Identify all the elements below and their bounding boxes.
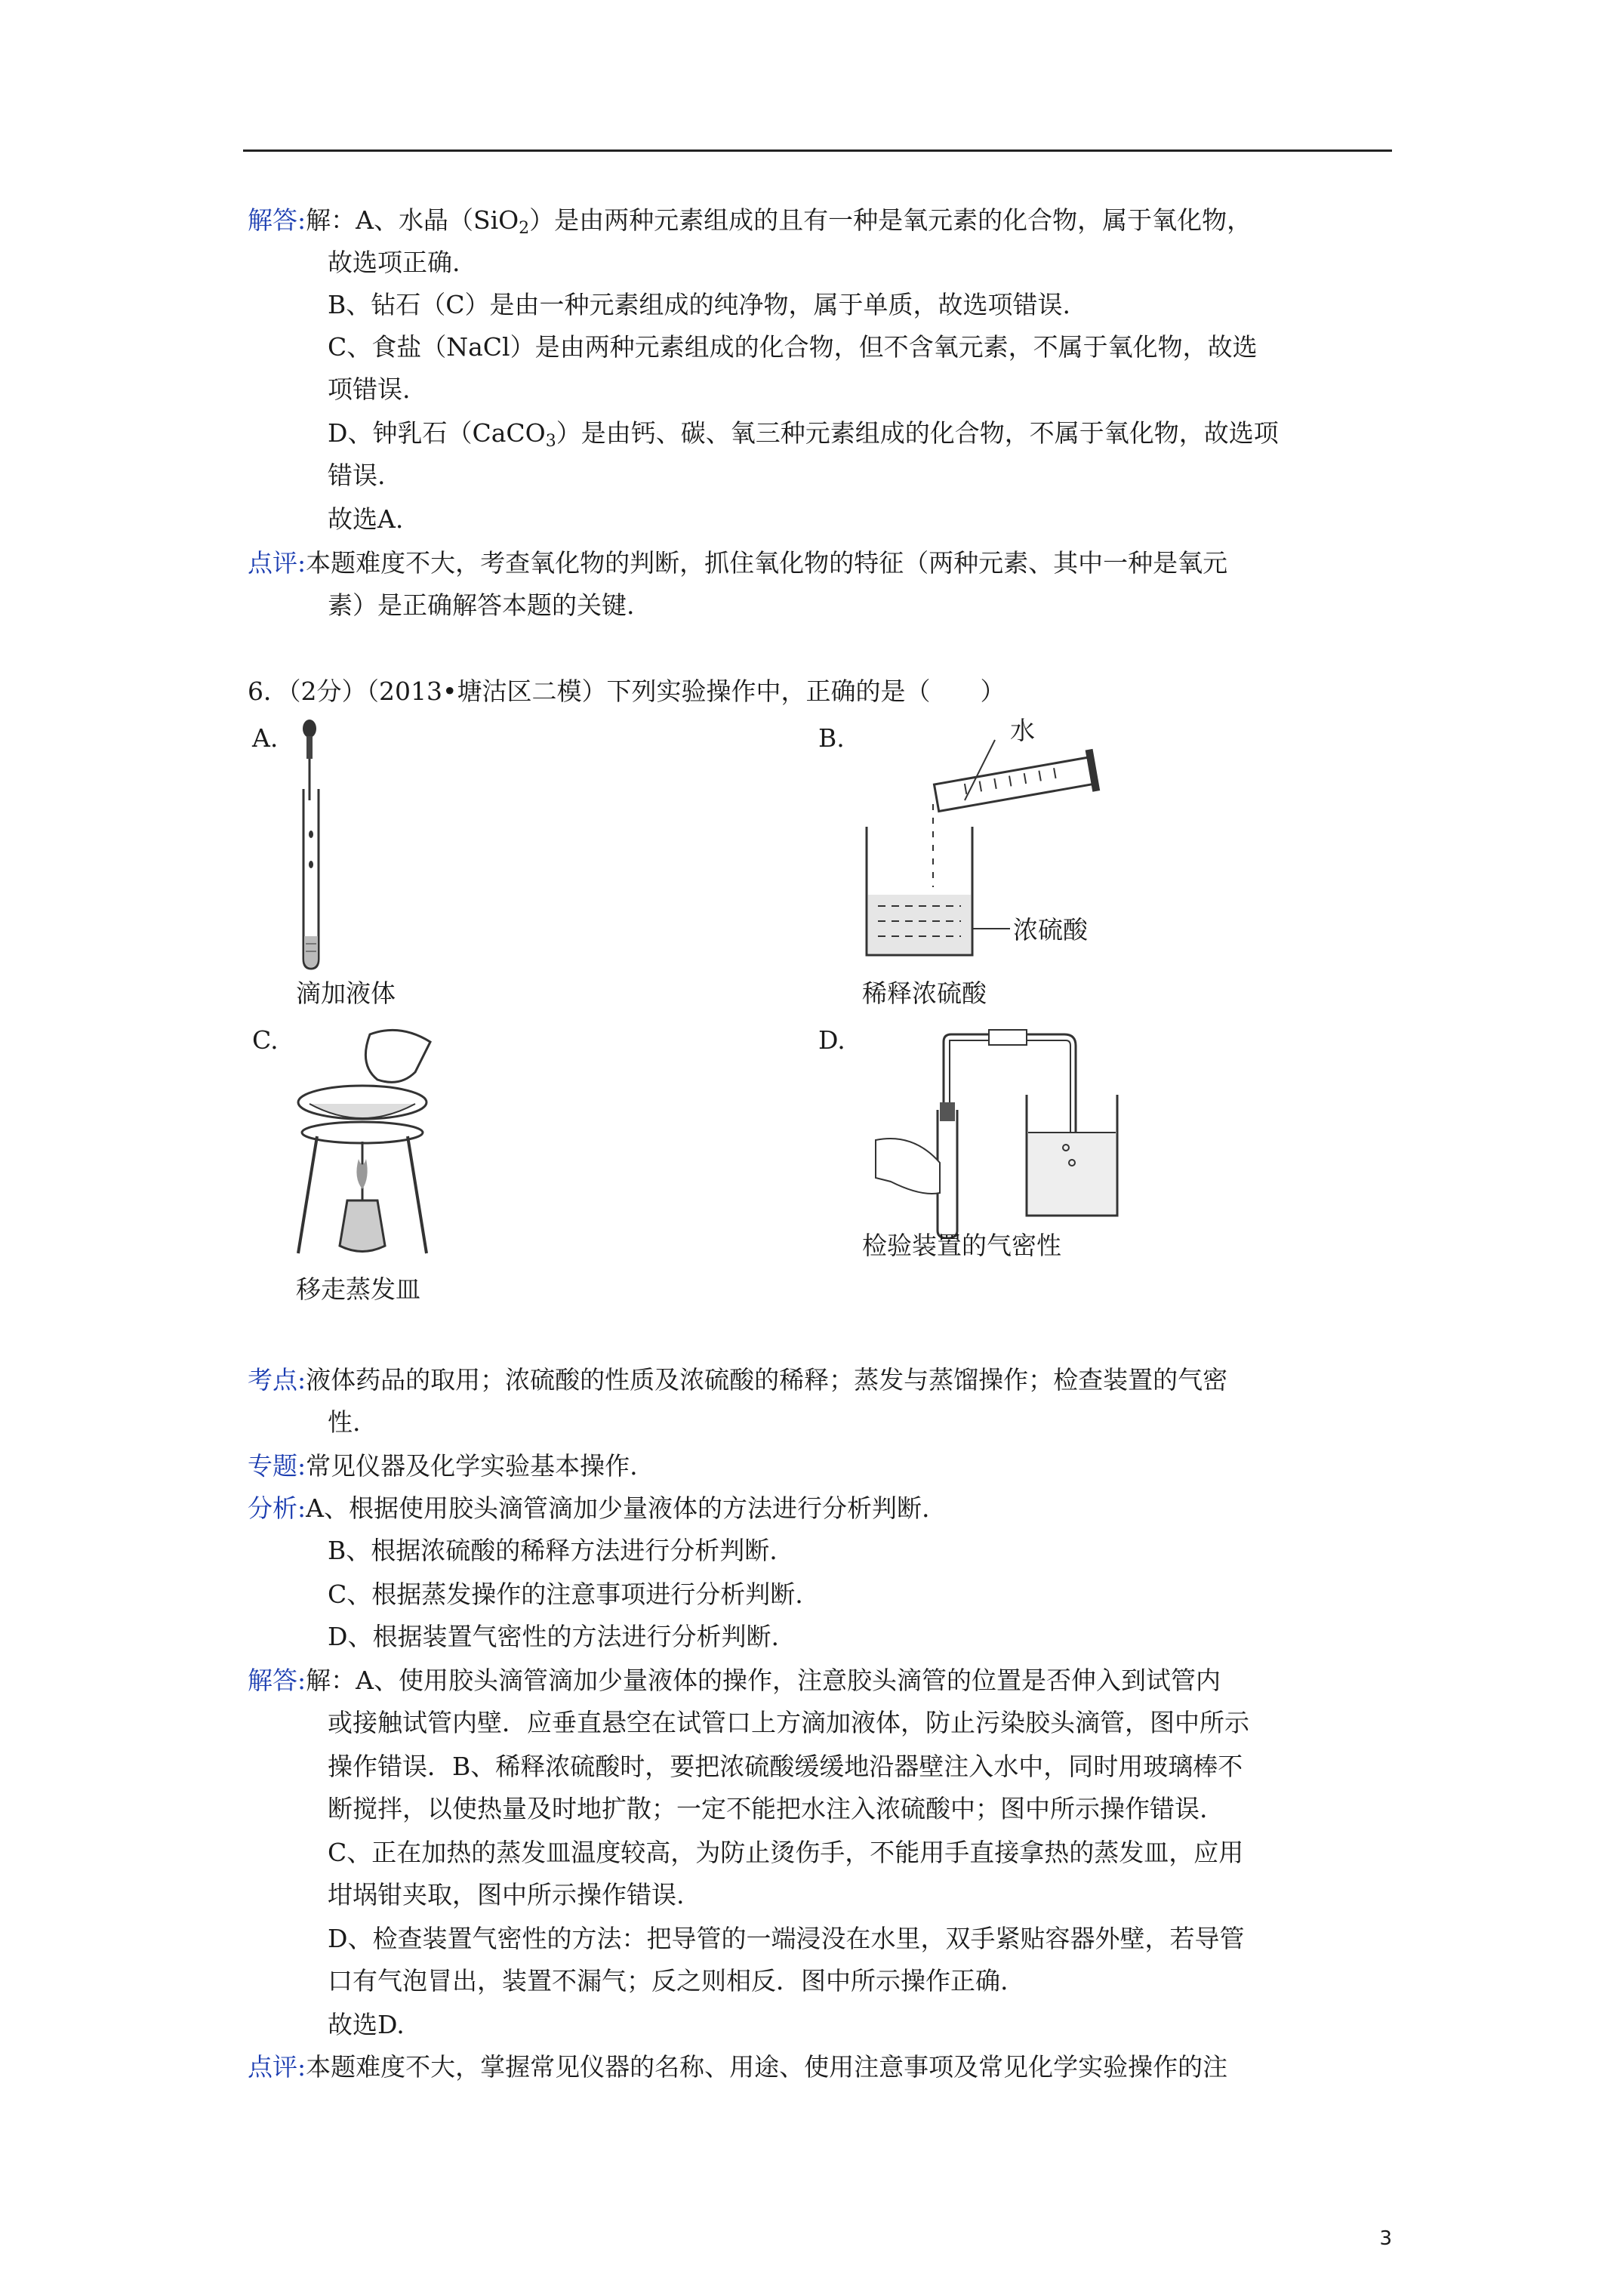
dropper-test-tube-figure — [272, 713, 362, 970]
fenxi-line-1: 分析:A、根据使用胶头滴管滴加少量液体的方法进行分析判断. — [248, 1493, 930, 1523]
q5-answer-line-5: 项错误. — [328, 374, 411, 404]
option-c-caption: 移走蒸发皿 — [296, 1274, 420, 1304]
q5-answer-line-1: 解答:解：A、水晶（SiO$_2$）是由两种元素组成的且有一种是氧元素的化合物，属于氧化物， — [248, 205, 1252, 238]
kaodian-line-2: 性. — [328, 1407, 361, 1437]
q5-answer-line-6: D、钟乳石（CaCO$_3$）是由钙、碳、氧三种元素组成的化合物，不属于氧化物，故选项 — [328, 418, 1279, 451]
q6-answer-line-6: 坩埚钳夹取，图中所示操作错误. — [328, 1880, 685, 1909]
fenxi-line-3: C、根据蒸发操作的注意事项进行分析判断. — [328, 1579, 803, 1609]
airtightness-check-figure — [868, 1027, 1125, 1238]
q6-answer-line-1: 解答:解：A、使用胶头滴管滴加少量液体的操作，注意胶头滴管的位置是否伸入到试管内 — [248, 1666, 1221, 1695]
option-d-caption: 检验装置的气密性 — [862, 1231, 1061, 1260]
q5-answer-line-8: 故选A. — [328, 504, 404, 534]
label-conc-sulfuric-acid: 浓硫酸 — [1013, 915, 1088, 945]
option-d-letter: D. — [818, 1025, 845, 1055]
q6-answer-line-2: 或接触试管内壁．应垂直悬空在试管口上方滴加液体，防止污染胶头滴管，图中所示 — [328, 1708, 1249, 1737]
option-b-letter: B. — [818, 723, 845, 753]
q6-answer-line-9: 故选D. — [328, 2010, 405, 2039]
q5-answer-line-4: C、食盐（NaCl）是由两种元素组成的化合物，但不含氧元素，不属于氧化物，故选 — [328, 332, 1258, 362]
fenxi-line-2: B、根据浓硫酸的稀释方法进行分析判断. — [328, 1536, 778, 1565]
page-number: 3 — [1379, 2227, 1392, 2250]
q6-answer-line-8: 口有气泡冒出，装置不漏气；反之则相反．图中所示操作正确. — [328, 1966, 1009, 1996]
evaporating-dish-tripod-figure — [287, 1019, 453, 1261]
label-water: 水 — [1010, 716, 1035, 745]
q6-answer-line-4: 断搅拌，以使热量及时地扩散；一定不能把水注入浓硫酸中；图中所示操作错误. — [328, 1794, 1208, 1823]
option-a-caption: 滴加液体 — [296, 978, 396, 1008]
q5-comment-line-1: 点评:本题难度不大，考查氧化物的判断，抓住氧化物的特征（两种元素、其中一种是氧元 — [248, 548, 1228, 578]
fenxi-line-4: D、根据装置气密性的方法进行分析判断. — [328, 1622, 779, 1651]
q6-answer-line-3: 操作错误．B、稀释浓硫酸时，要把浓硫酸缓缓地沿器壁注入水中，同时用玻璃棒不 — [328, 1752, 1243, 1781]
comment-tag: 点评: — [248, 2052, 306, 2082]
option-c-letter: C. — [252, 1025, 279, 1055]
fenxi-tag: 分析: — [248, 1493, 306, 1523]
q6-comment-line-1: 点评:本题难度不大，掌握常见仪器的名称、用途、使用注意事项及常见化学实验操作的注 — [248, 2052, 1228, 2082]
option-b-caption: 稀释浓硫酸 — [862, 978, 987, 1008]
comment-tag: 点评: — [248, 548, 306, 578]
q5-answer-line-3: B、钻石（C）是由一种元素组成的纯净物，属于单质，故选项错误. — [328, 290, 1070, 319]
kaodian-line-1: 考点:液体药品的取用；浓硫酸的性质及浓硫酸的稀释；蒸发与蒸馏操作；检查装置的气密 — [248, 1365, 1228, 1395]
answer-tag: 解答: — [248, 1666, 306, 1695]
zhuanti-tag: 专题: — [248, 1451, 306, 1481]
option-a-letter: A. — [252, 723, 279, 753]
q6-stem: 6．（2分）（2013•塘沽区二模）下列实验操作中，正确的是（ ） — [248, 676, 1006, 706]
q5-comment-line-2: 素）是正确解答本题的关键. — [328, 590, 635, 620]
q5-answer-line-2: 故选项正确. — [328, 248, 460, 277]
header-rule — [243, 149, 1392, 152]
answer-tag: 解答: — [248, 205, 306, 235]
zhuanti-line: 专题:常见仪器及化学实验基本操作. — [248, 1451, 638, 1481]
kaodian-tag: 考点: — [248, 1365, 306, 1395]
q6-answer-line-5: C、正在加热的蒸发皿温度较高，为防止烫伤手，不能用手直接拿热的蒸发皿，应用 — [328, 1838, 1244, 1867]
q6-answer-line-7: D、检查装置气密性的方法：把导管的一端浸没在水里，双手紧贴容器外壁，若导管 — [328, 1924, 1245, 1953]
q5-answer-line-7: 错误. — [328, 461, 386, 490]
